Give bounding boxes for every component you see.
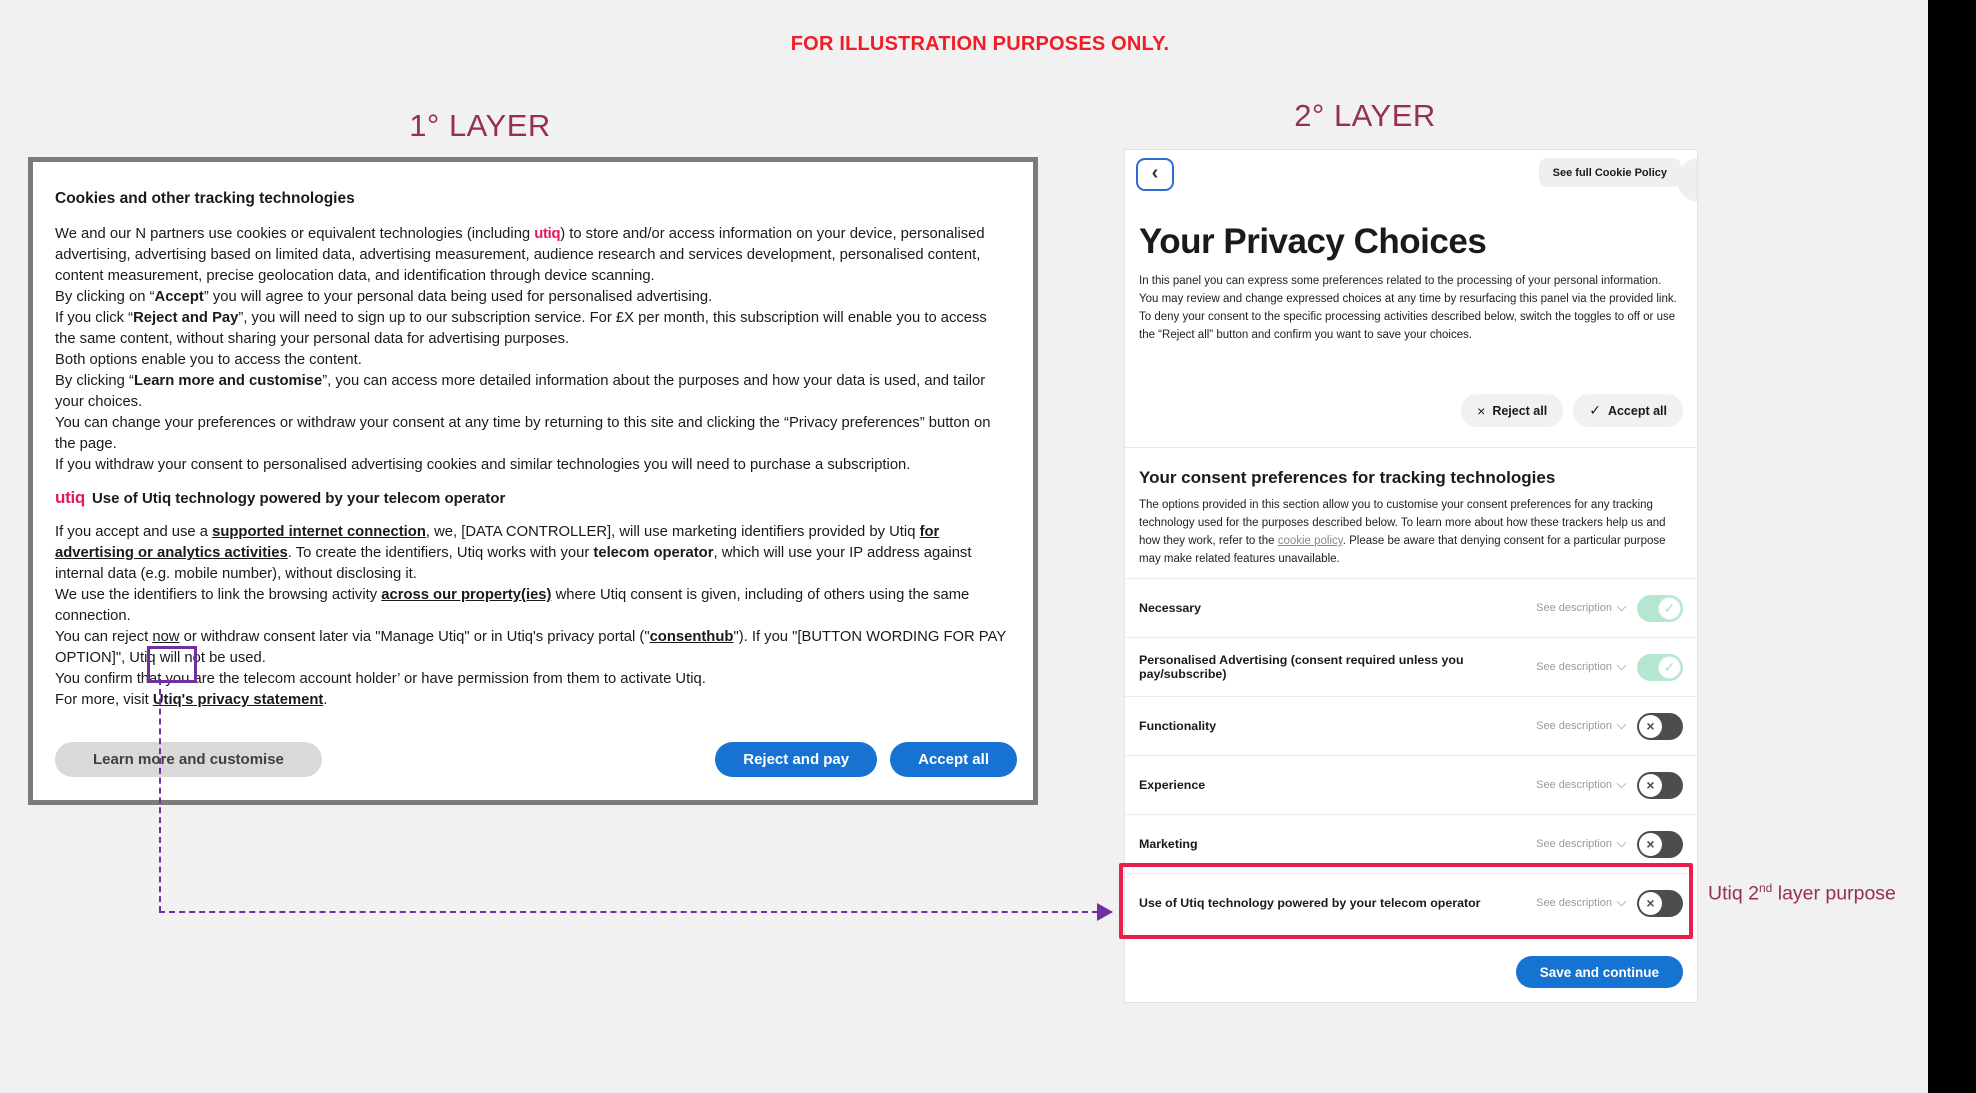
reject-all-button[interactable] (1461, 394, 1563, 427)
utiq-purpose-annotation: Utiq 2nd layer purpose (1708, 881, 1896, 905)
utiq-section-title: Use of Utiq technology powered by your telecom operator (91, 489, 506, 507)
intro-line: In this panel you can express some preferences related to the processing of your personal information. (1139, 275, 1662, 287)
banner-paragraph: By clicking “Learn more and customise”, you can access more detailed information about the purposes and how your data is used, and tailor your choices. (55, 373, 986, 410)
consent-toggle[interactable] (1637, 890, 1683, 917)
chevron-down-icon (1617, 602, 1627, 612)
consent-row-necessary (1125, 578, 1697, 637)
intro-line: To deny your consent to the specific processing activities described below, switch the toggles to off or use the “Reject all” button and confirm you want to save your choices. (1139, 311, 1676, 341)
row-label: Marketing (1139, 837, 1198, 851)
bulk-action-row (1139, 394, 1683, 427)
accept-all-label: Accept all (1607, 403, 1667, 418)
row-label: Personalised Advertising (consent required unless you pay/subscribe) (1139, 653, 1464, 681)
toggle-state-icon: ✓ (1658, 597, 1681, 620)
utiq-paragraph: For more, visit Utiq's privacy statement. (55, 692, 328, 708)
chevron-down-icon (1617, 779, 1627, 789)
consent-row-marketing (1125, 814, 1697, 873)
panel-topbar (1125, 150, 1697, 196)
see-description-toggle[interactable]: See description (1536, 897, 1625, 909)
banner-paragraph: If you withdraw your consent to personalised advertising cookies and similar technologies you will need to purchase a subscription. (55, 457, 911, 473)
utiq-paragraph: If you accept and use a supported internet connection, we, [DATA CONTROLLER], will use marketing identifiers provided by Utiq for advertising or analytics activities. To create the identifiers, Utiq works with your telecom operator, which will use your IP address against internal data (e.g. mobile number), without disclosing it. (55, 524, 972, 582)
toggle-state-icon: × (1639, 833, 1662, 856)
first-layer-consent-banner (28, 157, 1038, 805)
consent-row-functionality (1125, 696, 1697, 755)
toggle-state-icon: × (1639, 774, 1662, 797)
learn-more-button[interactable]: Learn more and customise (55, 742, 322, 777)
see-description-toggle[interactable]: See description (1536, 602, 1625, 614)
intro-line: You may review and change expressed choices at any time by resurfacing this panel via the provided link. (1139, 293, 1677, 305)
save-and-continue-button[interactable]: Save and continue (1516, 956, 1683, 988)
see-description-toggle[interactable]: See description (1536, 779, 1625, 791)
banner-paragraph: By clicking on “Accept” you will agree to your personal data being used for personalised advertising. (55, 289, 713, 305)
page-title: Your Privacy Choices (1139, 222, 1487, 261)
banner-paragraph: If you click “Reject and Pay”, you will need to sign up to our subscription service. For £X per month, this subscription will enable you to access the same content, without sharing your personal data for advertising purposes. (55, 310, 987, 347)
banner-paragraph: Both options enable you to access the content. (55, 352, 362, 368)
banner-title: Cookies and other tracking technologies (55, 190, 355, 207)
banner-paragraph: We and our N partners use cookies or equivalent technologies (including utiq) to store and/or access information on your device, personalised advertising, advertising based on limited data, advertising measurement, audience research and services development, personalised content, content measurement, precise geolocation data, and identification through device scanning. (55, 226, 985, 284)
toggle-state-icon: × (1639, 715, 1662, 738)
section-title: Your consent preferences for tracking technologies (1139, 468, 1556, 487)
reject-all-label: Reject all (1492, 403, 1548, 418)
utiq-section-heading (55, 488, 1011, 508)
consent-row-personalised-advertising (1125, 637, 1697, 696)
connector-line-horizontal (159, 911, 1098, 913)
back-button[interactable] (1136, 158, 1174, 191)
consent-toggle[interactable] (1637, 654, 1683, 681)
row-label: Experience (1139, 778, 1206, 792)
consent-toggle[interactable] (1637, 595, 1683, 622)
reject-and-pay-button[interactable]: Reject and pay (715, 742, 877, 777)
screen-edge-black-bar (1928, 0, 1976, 1093)
utiq-logo: utiq (55, 488, 85, 507)
row-label: Necessary (1139, 601, 1202, 615)
chevron-down-icon (1617, 661, 1627, 671)
consent-rows (1125, 578, 1697, 932)
accept-all-button[interactable]: Accept all (890, 742, 1017, 777)
banner-primary-buttons (715, 742, 1017, 777)
connector-arrowhead (1097, 903, 1113, 921)
accept-all-button[interactable] (1573, 394, 1683, 427)
utiq-paragraph: You confirm that you are the telecom account holder’ or have permission from them to activate Utiq. (55, 671, 706, 687)
chevron-down-icon (1617, 720, 1627, 730)
utiq-paragraph: You can reject now or withdraw consent later via "Manage Utiq" or in Utiq's privacy portal ("consenthub"). If you "[BUTTON WORDING FOR PAY OPTION]", Utiq will not be used. (55, 629, 1006, 666)
row-label: Functionality (1139, 719, 1217, 733)
banner-button-row (55, 742, 1017, 777)
toggle-state-icon: ✓ (1658, 656, 1681, 679)
illustration-note: FOR ILLUSTRATION PURPOSES ONLY. (790, 33, 1170, 55)
banner-paragraph: You can change your preferences or withdraw your consent at any time by returning to this site and clicking the “Privacy preferences” button on the page. (55, 415, 991, 452)
consent-row-utiq (1125, 873, 1697, 932)
chevron-left-icon: ‹ (1151, 162, 1159, 184)
divider (1125, 447, 1697, 448)
utiq-paragraph: We use the identifiers to link the browsing activity across our property(ies) where Utiq consent is given, including of others using the same connection. (55, 587, 970, 624)
cookie-policy-button[interactable]: See full Cookie Policy (1539, 158, 1681, 187)
chevron-down-icon (1617, 838, 1627, 848)
consent-toggle[interactable] (1637, 831, 1683, 858)
second-layer-preferences-panel (1125, 150, 1697, 1002)
row-label: Use of Utiq technology powered by your telecom operator (1139, 896, 1481, 910)
section-description: The options provided in this section allow you to customise your consent preferences for any tracking technology used for the purposes described below. To learn more about how these trackers help us and how they work, refer to the cookie policy. Please be aware that denying consent for a particular purpose may make related features unavailable. (1139, 499, 1666, 565)
see-description-toggle[interactable]: See description (1536, 838, 1625, 850)
layer1-heading: 1° LAYER (409, 108, 551, 143)
check-icon: ✓ (1589, 402, 1601, 418)
x-icon: × (1477, 402, 1486, 419)
consent-toggle[interactable] (1637, 772, 1683, 799)
consent-row-experience (1125, 755, 1697, 814)
layer2-heading: 2° LAYER (1294, 98, 1436, 133)
see-description-toggle[interactable]: See description (1536, 661, 1625, 673)
consent-toggle[interactable] (1637, 713, 1683, 740)
chevron-down-icon (1617, 897, 1627, 907)
panel-intro (1139, 272, 1683, 344)
see-description-toggle[interactable]: See description (1536, 720, 1625, 732)
toggle-state-icon: × (1639, 892, 1662, 915)
